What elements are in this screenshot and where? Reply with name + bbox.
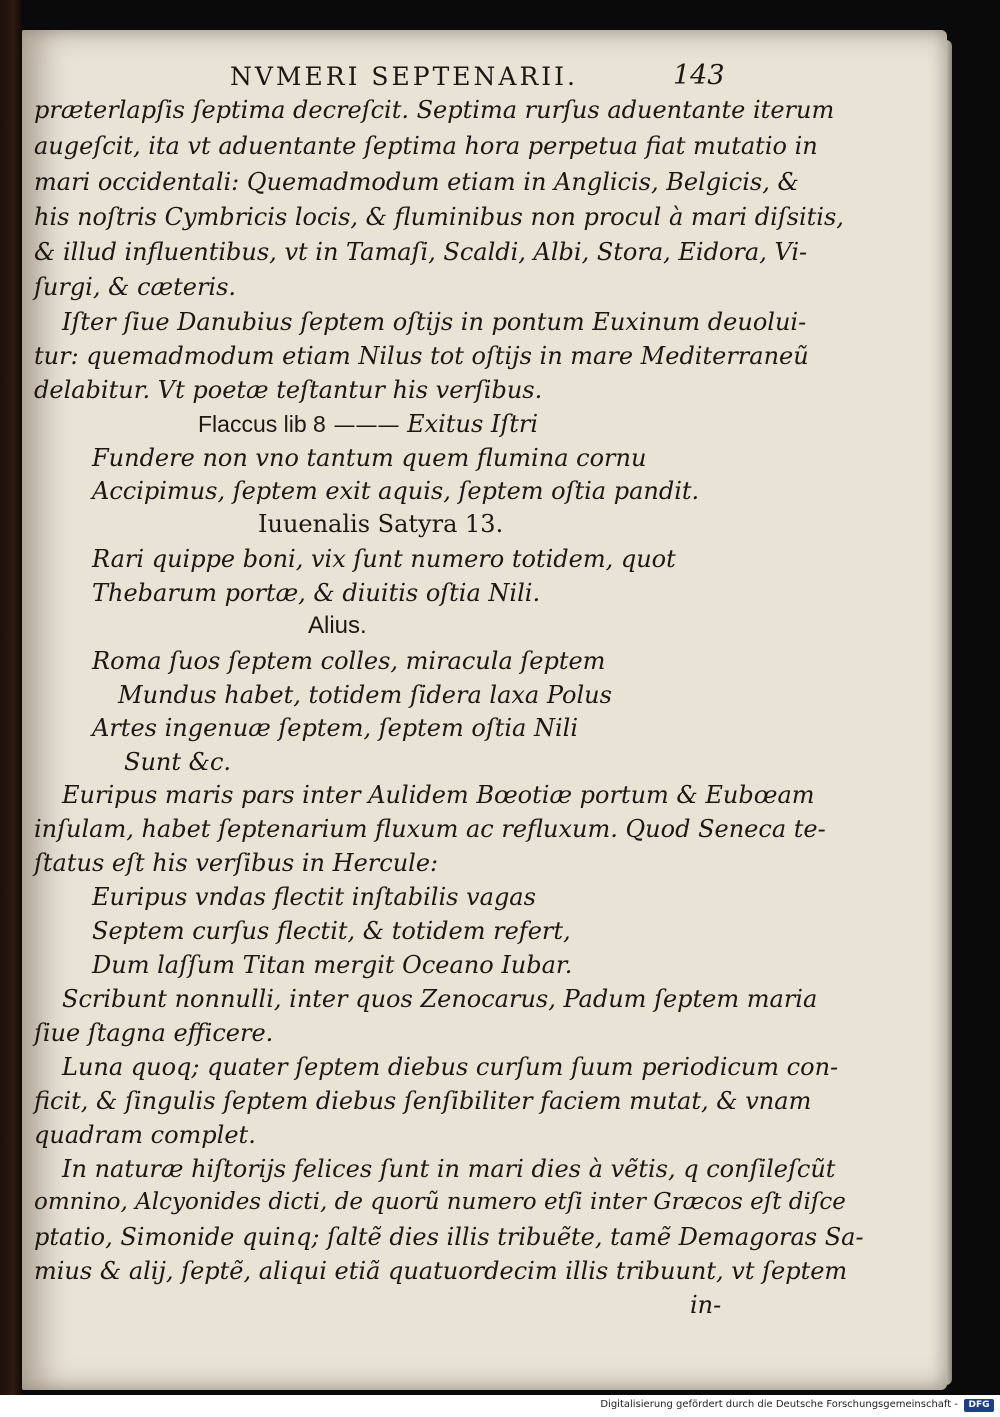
verse-line: Fundere non vno tantum quem flumina cornu (92, 444, 647, 472)
verse-line: Artes ingenuæ ſeptem, ſeptem oſtia Nili (92, 714, 579, 742)
text-line: In naturæ hiſtorijs felices ſunt in mari dies à vẽtis, q conſileſcũt (62, 1155, 836, 1183)
text-line: Iſter ſiue Danubius ſeptem oſtijs in pontum Euxinum deuolui- (62, 308, 807, 336)
catchword: in- (690, 1291, 722, 1319)
digitization-footer (0, 1395, 1000, 1417)
text-line: ptatio, Simonide quinq; ſaltẽ dies illis tribuẽte, tamẽ Demagoras Sa- (34, 1223, 864, 1251)
flaccus-heading (198, 410, 538, 438)
page-header (0, 62, 1000, 92)
verse-line: Rari quippe boni, vix ſunt numero totidem, quot (92, 545, 676, 573)
alius-heading: Alius. (308, 612, 367, 639)
text-line: mari occidentali: Quemadmodum etiam in Anglicis, Belgicis, & (34, 168, 799, 196)
text-line: his noſtris Cymbricis locis, & fluminibus non procul à mari diſsitis, (34, 203, 844, 231)
verse-line: Euripus vndas flectit inſtabilis vagas (92, 883, 536, 911)
text-line: Luna quoq; quater ſeptem diebus curſum ſuum periodicum con- (62, 1053, 839, 1081)
text-line: præterlapſis ſeptima decreſcit. Septima rurſus aduentante iterum (34, 96, 835, 124)
verse-line: Sunt &c. (124, 748, 232, 776)
flaccus-source: Flaccus lib 8 (198, 411, 326, 437)
verse-line: Accipimus, ſeptem exit aquis, ſeptem oſtia pandit. (92, 477, 700, 505)
text-line: Euripus maris pars inter Aulidem Bœotiæ portum & Eubœam (62, 781, 815, 809)
text-line: delabitur. Vt poetæ teſtantur his verſibus. (34, 376, 543, 404)
text-line: mius & alij, ſeptẽ, aliqui etiã quatuordecim illis tribuunt, vt ſeptem (34, 1257, 848, 1285)
text-line: inſulam, habet ſeptenarium fluxum ac refluxum. Quod Seneca te- (34, 815, 826, 843)
verse-line: Roma ſuos ſeptem colles, miracula ſeptem (92, 647, 606, 675)
verse-line: Thebarum portæ, & diuitis oſtia Nili. (92, 579, 541, 607)
text-line: omnino, Alcyonides dicti, de quorũ numero etſi inter Græcos eſt diſce (34, 1189, 846, 1215)
text-line: Scribunt nonnulli, inter quos Zenocarus, Padum ſeptem maria (62, 985, 818, 1013)
book-binding-edge (0, 0, 22, 1395)
dfg-logo-icon: DFG (964, 1399, 994, 1412)
footer-credit: Digitalisierung gefördert durch die Deutsche Forschungsgemeinschaft - (600, 1399, 958, 1410)
text-line: ſurgi, & cæteris. (34, 273, 237, 301)
text-line: quadram complet. (34, 1121, 256, 1149)
text-line: tur: quemadmodum etiam Nilus tot oſtijs in mare Mediterraneũ (34, 342, 809, 370)
flaccus-text: Exitus Iſtri (407, 410, 539, 438)
verse-line: Septem curſus flectit, & totidem refert, (92, 917, 571, 945)
text-line: & illud influentibus, vt in Tamaſi, Scaldi, Albi, Stora, Eidora, Vi- (34, 238, 808, 266)
flaccus-dash: ——— (333, 413, 400, 438)
running-head: NVMERI SEPTENARII. (230, 62, 578, 91)
text-line: ſiue ſtagna efficere. (34, 1019, 274, 1047)
verse-line: Dum laſſum Titan mergit Oceano Iubar. (92, 951, 573, 979)
page-number: 143 (673, 60, 725, 91)
iuuenalis-heading: Iuuenalis Satyra 13. (258, 510, 504, 538)
text-line: ficit, & ſingulis ſeptem diebus ſenſibiliter faciem mutat, & vnam (34, 1087, 812, 1115)
text-line: augeſcit, ita vt aduentante ſeptima hora perpetua fiat mutatio in (34, 132, 818, 160)
text-line: ſtatus eſt his verſibus in Hercule: (34, 849, 439, 877)
book-page (22, 30, 947, 1390)
verse-line: Mundus habet, totidem ſidera laxa Polus (118, 681, 612, 709)
